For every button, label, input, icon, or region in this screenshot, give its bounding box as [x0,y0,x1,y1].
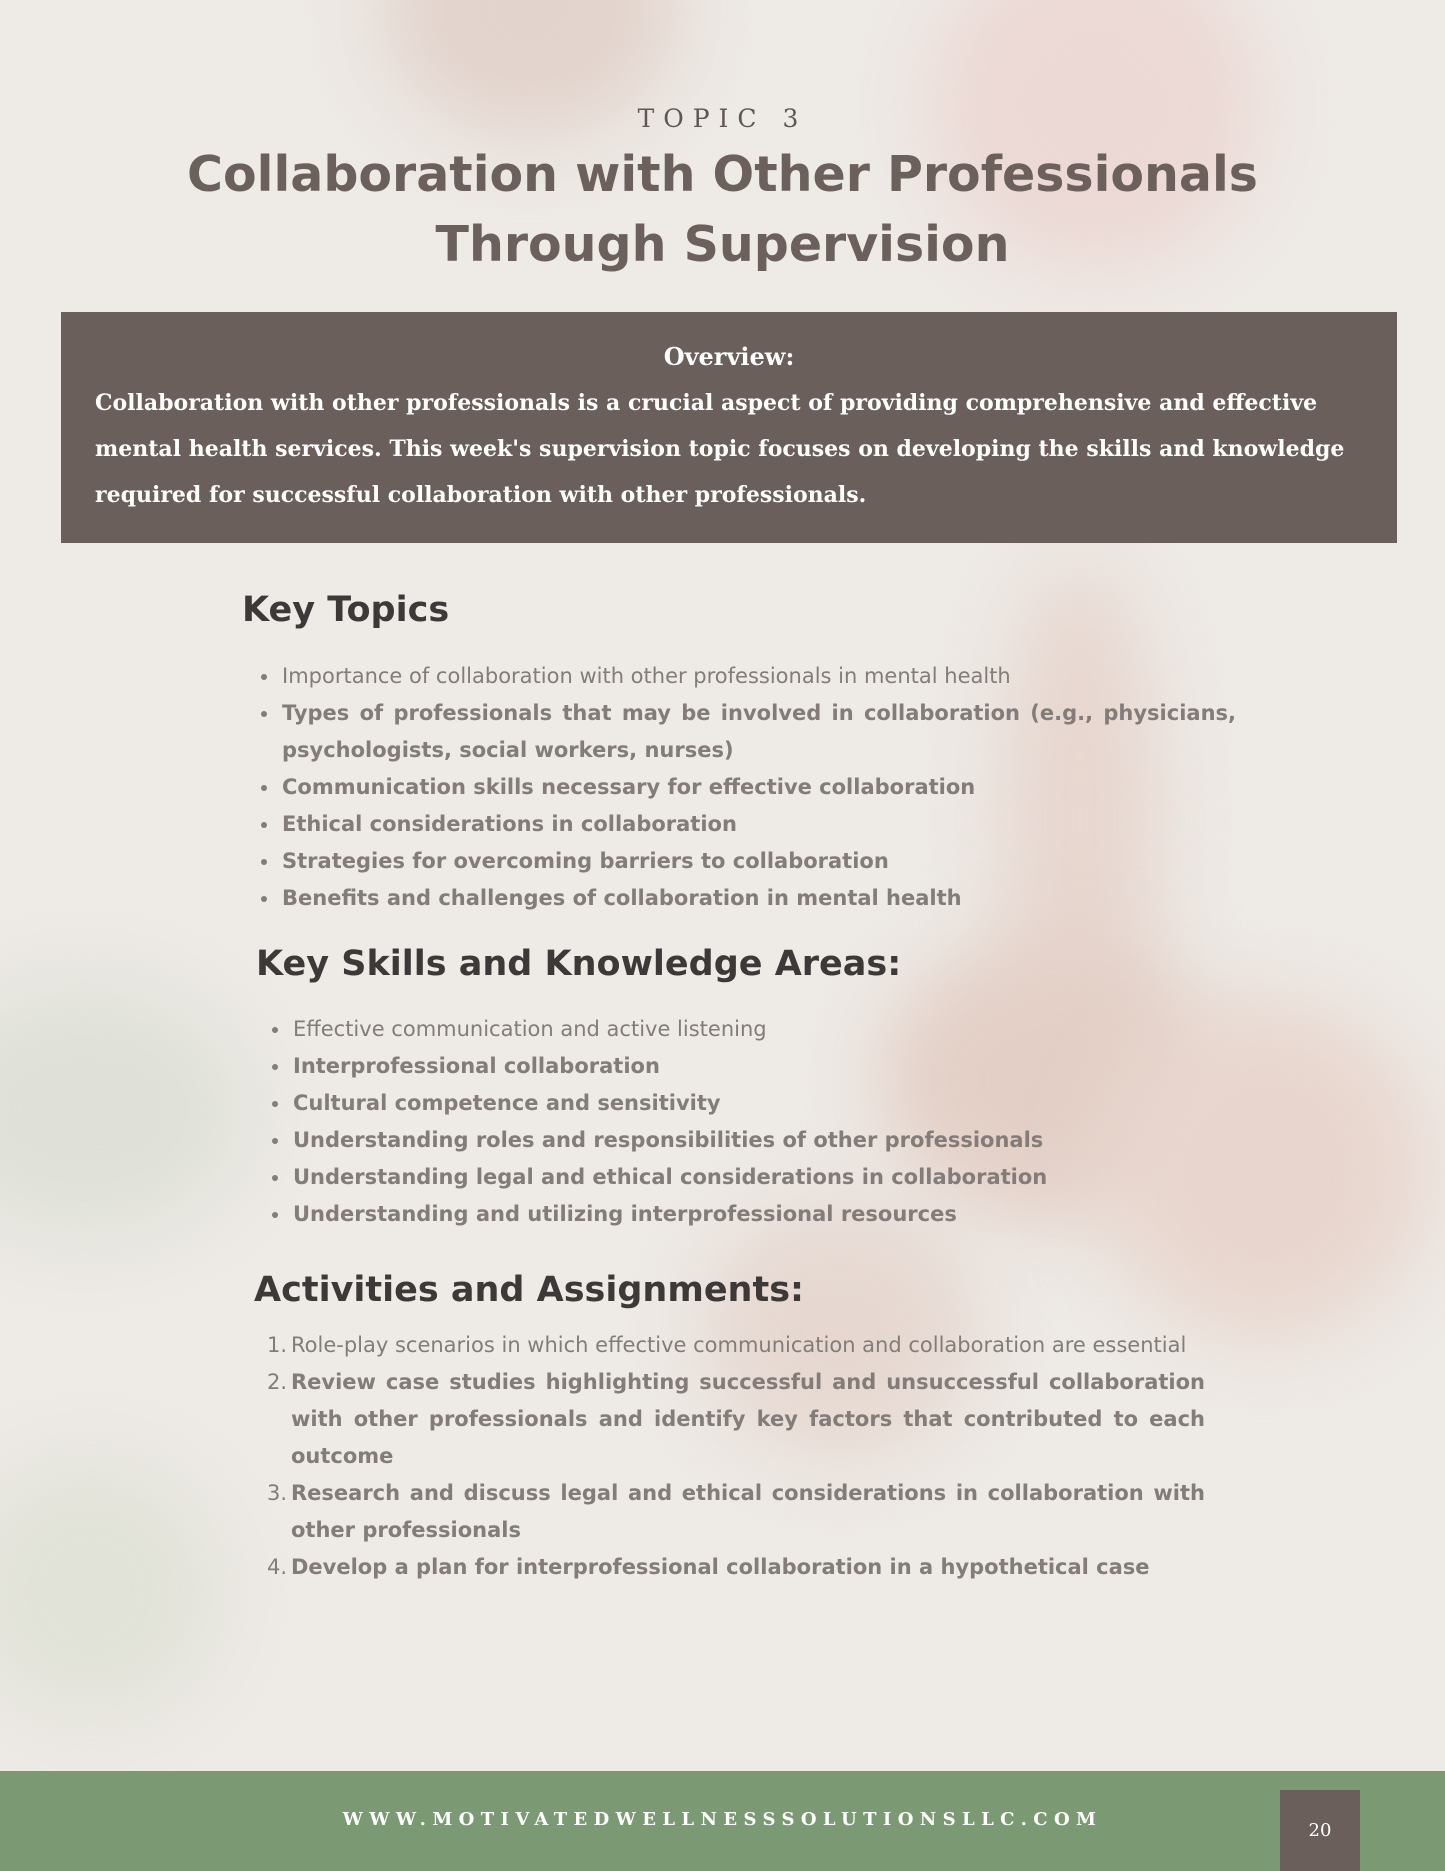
list-item: • Understanding roles and responsibilities of other professionals [291,1122,1251,1159]
key-topics-heading: Key Topics [242,590,450,630]
list-number: 2. [267,1370,288,1394]
list-text: Research and discuss legal and ethical considerations in collaboration with other professionals [291,1481,1205,1542]
list-item [267,1327,1205,1364]
list-text: Role-play scenarios in which effective communication and collaboration are essential [291,1333,1187,1357]
topic-label: TOPIC 3 [637,104,808,133]
list-item: • Understanding and utilizing interprofessional resources [291,1196,1251,1233]
list-number: 4. [267,1555,288,1579]
overview-body: Collaboration with other professionals is a crucial aspect of providing comprehensive and effective mental health services. This week's supervision topic focuses on developing the skills and knowledge required for successful collaboration with other professionals. [95,390,1345,508]
footer-url[interactable]: WWW.MOTIVATEDWELLNESSSOLUTIONSLLC.COM [342,1809,1103,1830]
list-number: 3. [267,1481,288,1505]
list-item: • Strategies for overcoming barriers to collaboration [280,843,1236,880]
list-item [267,1475,1205,1549]
page-title: Collaboration with Other Professionals Through Supervision [187,146,1258,273]
list-number: 1. [267,1333,288,1357]
list-item: • Importance of collaboration with other professionals in mental health [280,658,1236,695]
list-item: • Types of professionals that may be involved in collaboration (e.g., physicians, psychologists, social workers, nurses) [280,695,1236,769]
list-item [267,1364,1205,1475]
list-item: • Understanding legal and ethical considerations in collaboration [291,1159,1251,1196]
list-text: Review case studies highlighting successful and unsuccessful collaboration with other professionals and identify key factors that contributed to each outcome [291,1370,1205,1468]
overview-heading: Overview: [663,342,795,371]
overview-box [61,312,1397,543]
list-item: • Effective communication and active listening [291,1011,1251,1048]
page-number: 20 [1280,1790,1360,1871]
list-item: • Benefits and challenges of collaboration in mental health [280,880,1236,917]
key-topics-list [242,658,1236,917]
list-item: • Interprofessional collaboration [291,1048,1251,1085]
list-item: • Communication skills necessary for effective collaboration [280,769,1236,806]
list-item: • Cultural competence and sensitivity [291,1085,1251,1122]
list-item [267,1549,1205,1586]
list-text: Develop a plan for interprofessional collaboration in a hypothetical case [291,1555,1150,1579]
list-item: • Ethical considerations in collaboration [280,806,1236,843]
activities-heading: Activities and Assignments: [254,1270,805,1310]
activities-list [267,1327,1205,1586]
key-skills-list [253,1011,1251,1233]
key-skills-heading: Key Skills and Knowledge Areas: [256,944,902,984]
